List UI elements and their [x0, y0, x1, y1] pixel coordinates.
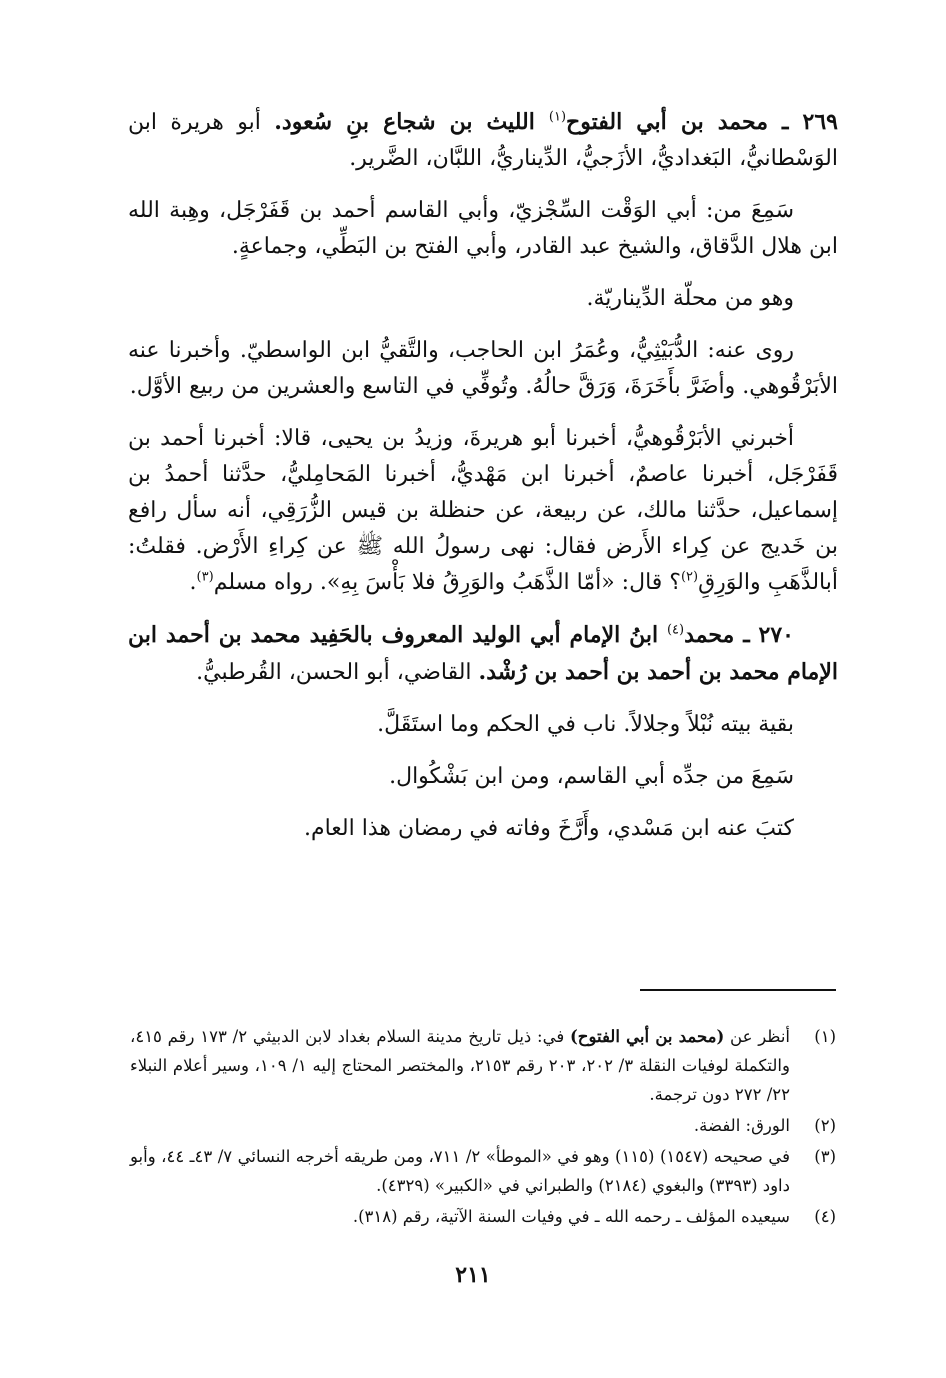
footnote-4 [130, 1202, 836, 1231]
footnote-bold-name: (محمد بن أبي الفتوح) [569, 1027, 725, 1046]
entry-269-header [128, 104, 838, 177]
main-text [128, 104, 838, 863]
entry-270-header [128, 617, 838, 691]
footnote-number: (٤) [814, 1207, 836, 1226]
footnote-ref-3[interactable]: (٣) [196, 569, 214, 585]
footnote-text: في صحيحه (١٥٤٧) (١١٥) وهو في «الموطأ» ٢/ ٧١١، ومن طريقه أخرجه النسائي ٧/ ٤٣ـ ٤٤، وأبو داود (٣٣٩٣) والبغوي (٢١٨٤) والطبراني في «الكبير» (٤٣٢٩). [130, 1147, 790, 1195]
footnote-divider [640, 989, 836, 991]
entry-270-title: ٢٧٠ ـ محمد [684, 622, 794, 648]
footnote-3 [130, 1142, 836, 1200]
footnote-ref-4[interactable]: (٤) [666, 622, 685, 638]
footnote-number: (١) [814, 1027, 836, 1046]
footnote-ref-2[interactable]: (٢) [680, 569, 699, 585]
footnote-text-body: في: ذيل تاريخ مدينة السلام بغداد لابن الدبيثي ٢/ ١٧٣ رقم ٤١٥، والتكملة لوفيات النقلة ٣/ ٢٠٢، ٢٠٣ رقم ٢١٥٣، والمختصر المحتاج إليه ١/ ١٠٩، وسير أعلام النبلاء ٢٢/ ٢٧٢ دون ترجمة. [130, 1027, 790, 1104]
entry-270-paragraph: بقية بيته نُبْلاً وجلالاً. ناب في الحكم وما استَقَلَّ. [377, 712, 794, 737]
entry-269-hadith [128, 421, 838, 601]
footnote-number: (٢) [814, 1116, 836, 1135]
entry-270-paragraph: سَمِعَ من جدِّه أبي القاسم، ومن ابن بَشْكُوال. [389, 764, 794, 789]
footnote-text: سيعيده المؤلف ـ رحمه الله ـ في وفيات السنة الآتية، رقم (٣١٨). [352, 1207, 790, 1226]
footnote-2 [130, 1111, 836, 1140]
entry-269-paragraph: روى عنه: الدُّبَيْثِيُّ، وعُمَرُ ابن الحاجب، والتَّقيُّ ابن الواسطيّ. وأخبرنا عنه الأبَرْقُوهي. وأضَرَّ بأَخَرَةَ، وَرَقَّ حالُهُ. وتُوفِّي في التاسع والعشرين من ربيع الأوَّل. [128, 338, 838, 399]
entry-269-paragraph: سَمِعَ من: أبي الوَقْت السِّجْزيّ، وأبي القاسم أحمد بن قَفَرْجَل، وهِبة الله ابن هلال الدَّقاق، والشيخ عبد القادر، وأبي الفتح بن البَطِّي، وجماعةٍ. [128, 198, 838, 259]
entry-269-paragraph: وهو من محلّة الدِّيناريّة. [586, 286, 794, 311]
entry-270-paragraph: كتبَ عنه ابن مَسْدي، وأَرَّخَ وفاته في رمضان هذا العام. [303, 816, 794, 841]
footnote-text: الورق: الفضة. [693, 1116, 790, 1135]
footnote-text-pre: أنظر عن [724, 1027, 791, 1046]
footnote-ref-1[interactable]: (١) [548, 109, 567, 125]
hadith-text: أخبرني الأبَرْقُوهيُّ، أخبرنا أبو هريرةَ، وزيدُ بن يحيى، قالا: أخبرنا أحمد بن قَفَرْجَل، أخبرنا عاصمٌ، أخبرنا ابن مَهْديُّ، أخبرنا المَحامِليُّ، حدَّثنا أحمدُ بن إسماعيل، حدَّثنا مالك، عن ربيعة، عن حنظلة بن قيس الزُّرَقِي، أنه سأل رافع بن خَديج عن كِراء الأَرض فقال: نهى رسولُ الله ﷺ عن كِراءِ الأَرْض. فقلتُ: أبالذَّهَبِ والوَرِقِ [128, 426, 838, 595]
footnote-number: (٣) [814, 1147, 836, 1166]
page-number: ٢١١ [455, 1262, 491, 1288]
entry-270-intro: القاضي، أبو الحسن، القُرطبيُّ. [196, 660, 479, 685]
entry-269-intro: أبو هريرة ابن الوَسْطانيُّ، البَغداديُّ، الأزَجيُّ، الدِّيناريُّ، اللبَّان، الضَّرير. [128, 110, 838, 171]
hadith-text-cont: ؟ قال: «أمّا الذَّهَبُ والوَرِقُ فلا بَأْسَ بِهِ». رواه مسلم [213, 570, 681, 595]
entry-269-title: ٢٦٩ ـ محمد بن أبي الفتوح [566, 109, 838, 135]
entry-269-title-rest: الليث بن شجاع بنِ سُعود. [274, 109, 549, 135]
hadith-text-end: . [189, 570, 197, 595]
footnotes [130, 1022, 836, 1233]
entry-270-title-rest: ابنُ الإمام أبي الوليد المعروف بالحَفِيد محمد بن أحمد ابن الإمام محمد بن أحمد بن أحمد بن رُشْد. [128, 622, 838, 685]
footnote-1 [130, 1022, 836, 1109]
footnote-text [130, 1022, 790, 1109]
